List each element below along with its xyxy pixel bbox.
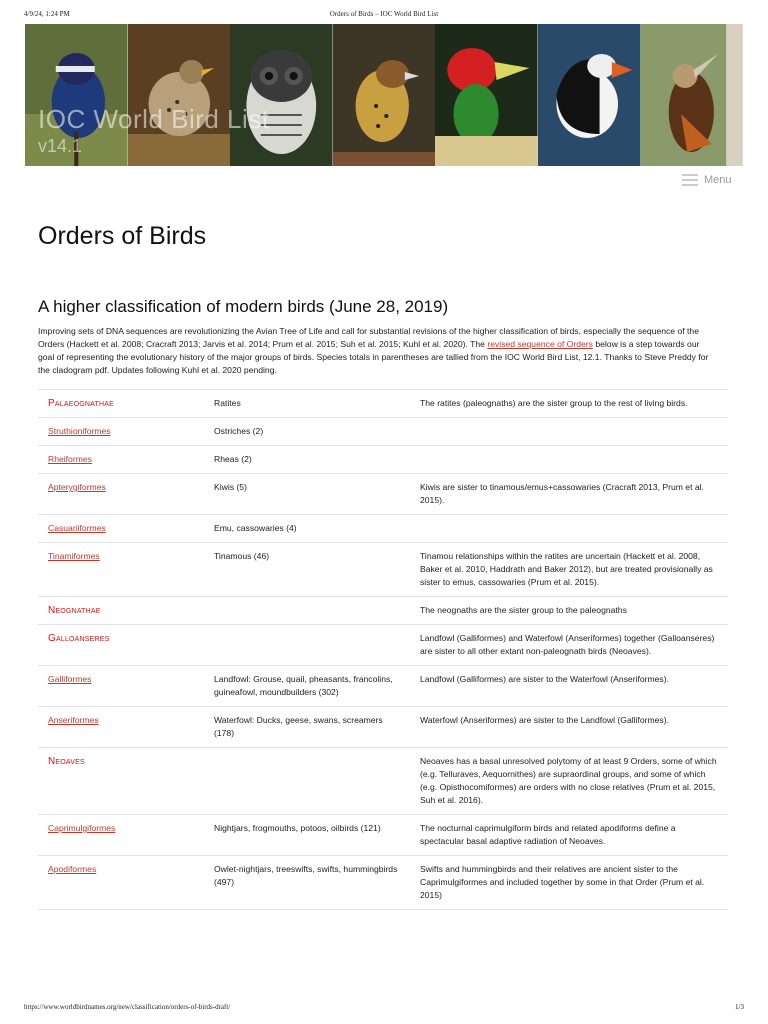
bird-photo-quail [128, 24, 231, 166]
clade-name: Neognathae [48, 605, 101, 616]
order-link[interactable]: Galliformes [48, 674, 92, 684]
note-cell: Waterfowl (Anseriformes) are sister to the Landfowl (Galliformes). [410, 707, 728, 748]
intro-text-1: Improving sets of DNA sequences are revolutionizing the Avian Tree of Life and call for substantial revisions of the higher classification of birds, especially the sequence of the Orders (Hackett et al. 2008; Cracraft 2013; Jarvis et al. 2014; Prum et al. 2015; Suh et al. 2015; Kuhl et al. 2020). The [38, 326, 699, 349]
name-cell [38, 446, 204, 474]
name-cell [38, 856, 204, 910]
table-row [38, 543, 728, 597]
note-cell: The neognaths are the sister group to the paleognaths [410, 597, 728, 625]
table-row [38, 390, 728, 418]
description-cell: Tinamous (46) [204, 543, 410, 597]
print-title: Orders of Birds – IOC World Bird List [329, 10, 439, 18]
print-footer [0, 1003, 768, 1017]
name-cell [38, 418, 204, 446]
order-link[interactable]: Tinamiformes [48, 551, 100, 561]
table-row [38, 446, 728, 474]
note-cell [410, 418, 728, 446]
table-row [38, 815, 728, 856]
note-cell: Landfowl (Galliformes) and Waterfowl (Anseriformes) together (Galloanseres) are sister to all other extant non-paleognath birds (Neoaves). [410, 625, 728, 666]
description-cell [204, 748, 410, 815]
intro-paragraph [38, 325, 718, 377]
table-row [38, 666, 728, 707]
note-cell: Landfowl (Galliformes) are sister to the Waterfowl (Anseriformes). [410, 666, 728, 707]
hamburger-icon [682, 174, 698, 186]
bird-photo-barbet [333, 24, 436, 166]
bird-photo-owl [230, 24, 333, 166]
menu-label: Menu [704, 174, 732, 186]
intro-text-2: below is a step towards our goal of representing the evolutionary history of the major groups of birds. Species totals in parentheses are tallied from the IOC World Bird List, 12.1. Thanks to Steve Preddy for the cladogram pdf. Updates following Kuhl et al. 2020 pending. [38, 339, 709, 375]
description-cell: Waterfowl: Ducks, geese, swans, screamers (178) [204, 707, 410, 748]
description-cell: Rheas (2) [204, 446, 410, 474]
table-row [38, 597, 728, 625]
description-cell: Kiwis (5) [204, 474, 410, 515]
order-link[interactable]: Casuariiformes [48, 523, 106, 533]
description-cell: Emu, cassowaries (4) [204, 515, 410, 543]
menu-button[interactable] [682, 174, 732, 186]
description-cell: Landfowl: Grouse, quail, pheasants, francolins, guineafowl, moundbuilders (302) [204, 666, 410, 707]
description-cell [204, 625, 410, 666]
table-row [38, 856, 728, 910]
name-cell [38, 707, 204, 748]
site-title[interactable]: IOC World Bird List [38, 104, 270, 134]
name-cell [38, 625, 204, 666]
name-cell [38, 474, 204, 515]
print-page-number: 1/3 [735, 1003, 744, 1011]
description-cell: Ostriches (2) [204, 418, 410, 446]
name-cell [38, 543, 204, 597]
table-row [38, 748, 728, 815]
print-url: https://www.worldbirdnames.org/new/classification/orders-of-birds-draft/ [24, 1003, 231, 1011]
order-link[interactable]: Apterygiformes [48, 482, 106, 492]
description-cell [204, 597, 410, 625]
page-title: Orders of Birds [38, 222, 207, 250]
order-link[interactable]: Rheiformes [48, 454, 92, 464]
name-cell [38, 815, 204, 856]
header-banner [25, 24, 743, 166]
bird-photo-woodpecker [640, 24, 743, 166]
clade-name: Neoaves [48, 756, 85, 767]
note-cell: The nocturnal caprimulgiform birds and related apodiforms define a spectacular basal adaptive radiation of Neoaves. [410, 815, 728, 856]
print-datetime: 4/9/24, 1:24 PM [24, 10, 70, 18]
note-cell: Kiwis are sister to tinamous/emus+cassowaries (Cracraft 2013, Prum et al. 2015). [410, 474, 728, 515]
name-cell [38, 748, 204, 815]
site-version: v14.1 [38, 136, 83, 156]
bird-photo-puffin [538, 24, 641, 166]
note-cell: Swifts and hummingbirds and their relatives are ancient sister to the Caprimulgiformes and included together by some in that Order (Prum et al. 2015) [410, 856, 728, 910]
clade-name: Palaeognathae [48, 398, 114, 409]
order-link[interactable]: Struthioniformes [48, 426, 111, 436]
note-cell: Tinamou relationships within the ratites are uncertain (Hackett et al. 2008, Baker et al. 2010, Haddrath and Baker 2012), but are treated provisionally as sister to emus, cassowaries (Prum et al. 2015). [410, 543, 728, 597]
description-cell: Owlet-nightjars, treeswifts, swifts, hummingbirds (497) [204, 856, 410, 910]
table-row [38, 707, 728, 748]
order-link[interactable]: Anseriformes [48, 715, 99, 725]
table-row [38, 418, 728, 446]
note-cell: Neoaves has a basal unresolved polytomy of at least 9 Orders, some of which (e.g. Telluraves, Aequornithes) are supraordinal groups, and some of which (e.g. Opisthocomiformes) are orders with no close relatives (Prum et al. 2015, Suh et al. 2016). [410, 748, 728, 815]
name-cell [38, 390, 204, 418]
table-row [38, 515, 728, 543]
order-link[interactable]: Apodiformes [48, 864, 97, 874]
description-cell: Nightjars, frogmouths, potoos, oilbirds (121) [204, 815, 410, 856]
clade-name: Galloanseres [48, 633, 110, 644]
name-cell [38, 515, 204, 543]
note-cell [410, 446, 728, 474]
table-row [38, 625, 728, 666]
print-header [0, 10, 768, 24]
orders-table [38, 389, 728, 910]
note-cell: The ratites (paleognaths) are the sister group to the rest of living birds. [410, 390, 728, 418]
description-cell: Ratites [204, 390, 410, 418]
revised-sequence-link[interactable]: revised sequence of Orders [487, 339, 593, 349]
bird-photo-red-headed-barbet [435, 24, 538, 166]
name-cell [38, 597, 204, 625]
table-row [38, 474, 728, 515]
name-cell [38, 666, 204, 707]
note-cell [410, 515, 728, 543]
section-title: A higher classification of modern birds (June 28, 2019) [38, 297, 449, 316]
order-link[interactable]: Caprimulgiformes [48, 823, 116, 833]
